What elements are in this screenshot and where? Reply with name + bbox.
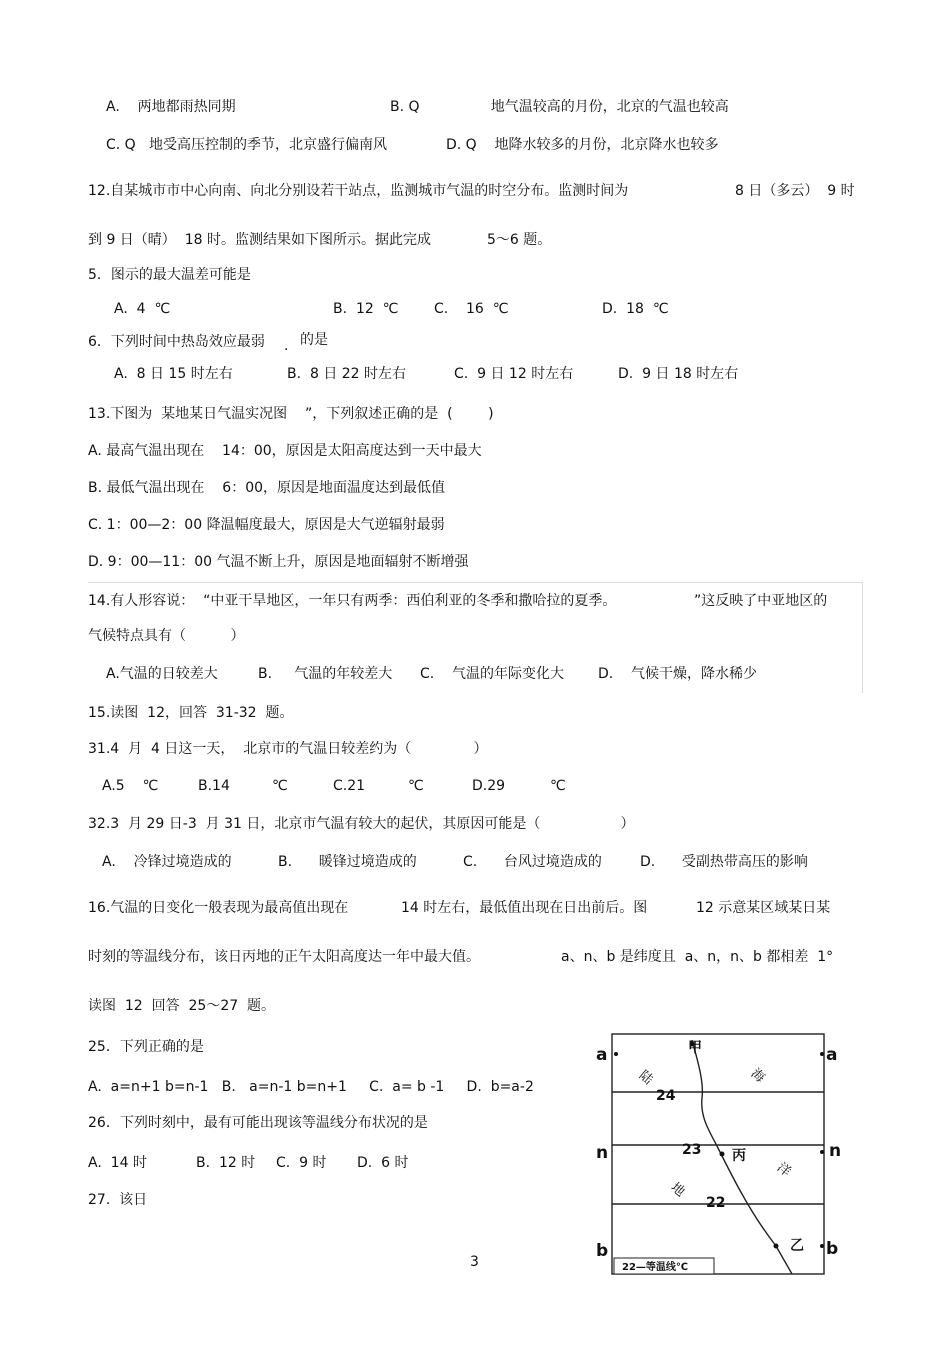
q14-option-d: D. 气候干燥，降水稀少 bbox=[598, 666, 758, 682]
q6-option-b: B. 8 日 22 时左右 bbox=[287, 366, 407, 382]
q6-option-c: C. 9 日 12 时左右 bbox=[454, 366, 574, 382]
q32-option-a: A. 冷锋过境造成的 bbox=[102, 854, 232, 870]
option-c-line: C. Q 地受高压控制的季节，北京盛行偏南风 bbox=[106, 137, 388, 153]
q16-line3: 读图 12 回答 25～27 题。 bbox=[88, 998, 276, 1014]
isotherm-label-24: 24 bbox=[656, 1088, 676, 1104]
sea-char-2: 洋 bbox=[773, 1160, 794, 1180]
q26-option-a: A. 14 时 bbox=[88, 1155, 147, 1171]
q32-option-d: D. 受副热带高压的影响 bbox=[640, 854, 808, 870]
q14-option-b: B. 气温的年较差大 bbox=[258, 666, 393, 682]
q13-option-d: D. 9：00—11：00 气温不断上升，原因是地面辐射不断增强 bbox=[88, 554, 469, 570]
q26-option-d: D. 6 时 bbox=[357, 1155, 409, 1171]
q12-line1: 12.自某城市市中心向南、向北分别设若干站点，监测城市气温的时空分布。监测时间为 bbox=[88, 183, 629, 199]
q25-stem: 25．下列正确的是 bbox=[88, 1039, 204, 1055]
lat-b-right-dot bbox=[820, 1244, 824, 1248]
q13-stem: 13.下图为 某地某日气温实况图 ”，下列叙述正确的是 ( ) bbox=[88, 406, 494, 422]
q31-option-b: B.14 bbox=[198, 778, 230, 794]
q31-option-d: D.29 bbox=[472, 778, 506, 794]
legend-text: 22—等温线℃ bbox=[622, 1262, 689, 1273]
q32-stem: 32.3 月 29 日-3 月 31 日，北京市气温有较大的起伏，其原因可能是（ ） bbox=[88, 816, 635, 832]
option-d-line: D. Q 地降水较多的月份，北京降水也较多 bbox=[446, 137, 719, 153]
q6-option-d: D. 9 日 18 时左右 bbox=[618, 366, 739, 382]
lat-a-right-dot bbox=[820, 1052, 824, 1056]
q25-options: A. a=n+1 b=n-1 B. a=n-1 b=n+1 C. a= b -1 D. b=a-2 bbox=[88, 1079, 534, 1095]
isotherm-map bbox=[592, 1032, 850, 1282]
place-jia: 甲 bbox=[688, 1040, 702, 1056]
isotherm-label-23: 23 bbox=[682, 1142, 702, 1158]
lat-a-left-dot bbox=[614, 1052, 618, 1056]
q31-option-a: A.5 ℃ bbox=[102, 778, 159, 794]
q14-stem-line1-tail: ”这反映了中亚地区的 bbox=[694, 593, 828, 609]
q27-stem: 27. 该日 bbox=[88, 1192, 148, 1208]
option-b-line: B. Q 地气温较高的月份，北京的气温也较高 bbox=[390, 99, 729, 115]
q26-option-b: B. 12 时 bbox=[196, 1155, 256, 1171]
lat-label-n-left: n bbox=[596, 1143, 609, 1163]
place-yi-dot bbox=[774, 1244, 779, 1249]
q32-option-b: B. 暖锋过境造成的 bbox=[278, 854, 417, 870]
q31-option-c-unit: ℃ bbox=[408, 778, 424, 794]
lat-label-a-right: a bbox=[826, 1045, 838, 1065]
option-a-line: A. 两地都雨热同期 bbox=[106, 99, 236, 115]
isotherm-label-22: 22 bbox=[706, 1195, 726, 1211]
place-yi: 乙 bbox=[790, 1238, 804, 1254]
q5-option-c: C. 16 ℃ bbox=[434, 301, 509, 317]
q16-line2: 时刻的等温线分布，该日丙地的正午太阳高度达一年中最大值。 bbox=[88, 949, 480, 965]
lat-label-a-left: a bbox=[596, 1045, 608, 1065]
q16-line1-mid: 14 时左右，最低值出现在日出前后。图 bbox=[401, 900, 648, 916]
q15-stem: 15.读图 12，回答 31-32 题。 bbox=[88, 705, 294, 721]
q31-option-b-unit: ℃ bbox=[272, 778, 288, 794]
q13-option-c: C. 1：00—2：00 降温幅度最大，原因是大气逆辐射最弱 bbox=[88, 517, 445, 533]
q12-line2-tail: 5～6 题。 bbox=[487, 232, 552, 248]
q6-option-a: A. 8 日 15 时左右 bbox=[114, 366, 233, 382]
q12-line2: 到 9 日（晴） 18 时。监测结果如下图所示。据此完成 bbox=[88, 232, 431, 248]
q16-line1: 16.气温的日变化一般表现为最高值出现在 bbox=[88, 900, 349, 916]
q6-stem-tail: 的是 bbox=[300, 332, 328, 348]
q14-stem-line1: 14.有人形容说： “中亚干旱地区，一年只有两季：西伯利亚的冬季和撒哈拉的夏季。 bbox=[88, 593, 617, 609]
q14-option-c: C. 气温的年际变化大 bbox=[420, 666, 565, 682]
q5-option-d: D. 18 ℃ bbox=[602, 301, 669, 317]
q31-stem: 31.4 月 4 日这一天， 北京市的气温日较差约为（ ） bbox=[88, 741, 488, 757]
q13-option-a: A. 最高气温出现在 14：00，原因是太阳高度达到一天中最大 bbox=[88, 443, 482, 459]
q5-option-a: A. 4 ℃ bbox=[114, 301, 171, 317]
q16-line1-tail: 12 示意某区域某日某 bbox=[696, 900, 831, 916]
q32-option-c: C. 台风过境造成的 bbox=[463, 854, 602, 870]
q6-stem: 6．下列时间中热岛效应最弱 bbox=[88, 334, 265, 350]
q12-line1-tail: 8 日（多云） 9 时 bbox=[735, 183, 855, 199]
q14-option-a: A.气温的日较差大 bbox=[106, 666, 218, 682]
sea-char-1: 海 bbox=[747, 1066, 768, 1086]
page-number: 3 bbox=[470, 1254, 479, 1270]
q31-option-d-unit: ℃ bbox=[550, 778, 566, 794]
q26-option-c: C. 9 时 bbox=[276, 1155, 327, 1171]
place-bing-dot bbox=[720, 1152, 725, 1157]
q6-dot-mark: . bbox=[284, 338, 289, 354]
lat-label-n-right: n bbox=[829, 1141, 842, 1161]
q5-stem: 5．图示的最大温差可能是 bbox=[88, 267, 251, 283]
place-bing: 丙 bbox=[732, 1148, 746, 1164]
lat-n-right-dot bbox=[820, 1150, 824, 1154]
land-char-1: 陆 bbox=[635, 1068, 656, 1088]
q16-line2-tail: a、n、b 是纬度且 a、n，n、b 都相差 1° bbox=[561, 949, 834, 965]
q31-option-c: C.21 bbox=[333, 778, 366, 794]
q13-option-b: B. 最低气温出现在 6：00，原因是地面温度达到最低值 bbox=[88, 480, 446, 496]
q14-stem-line2: 气候特点具有（ ） bbox=[88, 628, 245, 644]
q26-stem: 26．下列时刻中，最有可能出现该等温线分布状况的是 bbox=[88, 1115, 428, 1131]
q5-option-b: B. 12 ℃ bbox=[333, 301, 399, 317]
land-char-2: 地 bbox=[667, 1180, 688, 1200]
lat-label-b-right: b bbox=[826, 1239, 839, 1259]
lat-label-b-left: b bbox=[596, 1241, 609, 1261]
